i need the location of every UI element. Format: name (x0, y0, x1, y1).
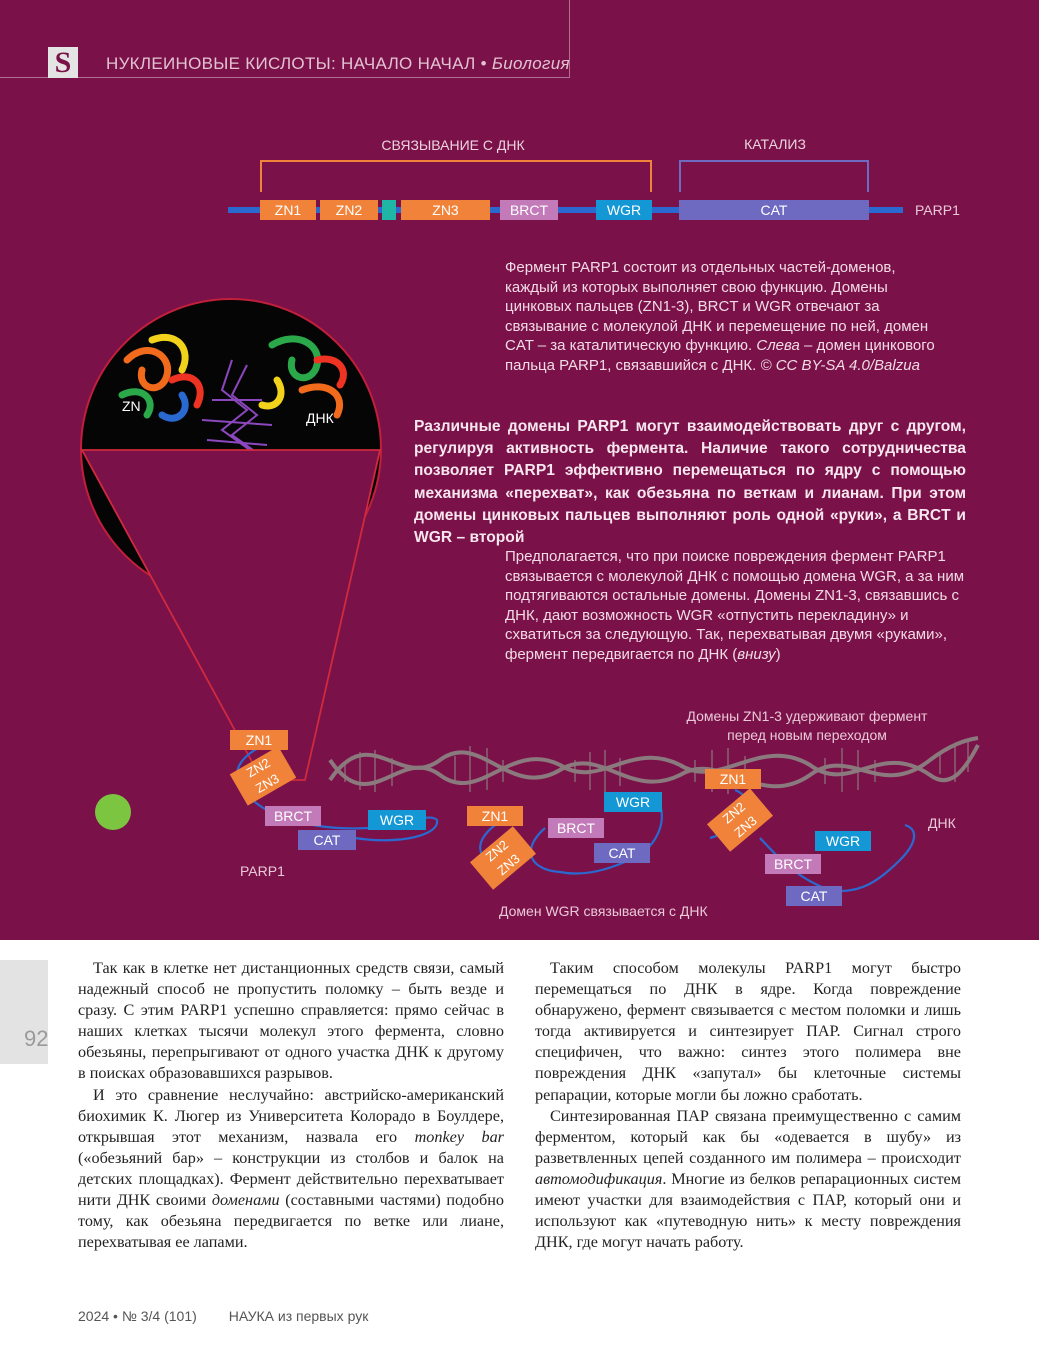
footer-issue: 2024 • № 3/4 (101) (78, 1308, 197, 1324)
caption-top-text2: – домен цинкового пальца PARP1, связавшийся с ДНК. (505, 337, 935, 374)
domain-zn1: ZN1 (260, 200, 316, 220)
domain-brct: BRCT (500, 200, 558, 220)
mech-left-zn2: ZN2 (243, 755, 273, 781)
page-footer (78, 1308, 400, 1324)
mech-top-label-line2: перед новым переходом (727, 727, 887, 743)
domain-zn2: ZN2 (320, 200, 378, 220)
catalysis-label: КАТАЛИЗ (744, 136, 806, 152)
column-left-p2 (78, 1085, 504, 1254)
mech-left-cat: CAT (298, 830, 356, 850)
image-credit: © CC BY-SA 4.0/Balzua (760, 356, 920, 374)
mech-parp-label: PARP1 (240, 863, 285, 879)
section-subtitle: Биология (491, 54, 570, 73)
caption-mid-text: Предполагается, что при поиске повреждения фермент PARP1 связывается с молекулой ДНК с помощью домена WGR, а за ним подтягиваются остальные домены. Домены ZN1-3, связавшись с ДНК, дают возможность WGR «отпустить перекладину» и схватиться за следующую. Так, перехватывая двумя «руками», фермент передвигается по ДНК ( (505, 548, 965, 663)
header-separator: • (475, 54, 492, 73)
mech-right-zn2: ZN2 (719, 799, 749, 827)
footer-journal: НАУКА из первых рук (228, 1308, 369, 1324)
pull-quote: Различные домены PARP1 могут взаимодействовать друг с другом, регулируя активность фермента. Наличие такого сотрудничества позволяет PARP1 эффективно перемещаться по ядру с помощью механизма «перехват», как обезьяна по веткам и лианам. При этом домены цинковых пальцев выполняют роль одной «руки», а BRCT и WGR – второй (414, 418, 966, 547)
domain-cat: CAT (679, 200, 869, 220)
mech-right-zn3: ZN3 (731, 812, 760, 841)
mech-mid-zn2: ZN2 (482, 837, 512, 865)
mech-right-brct: BRCT (765, 854, 821, 874)
column-left (78, 958, 504, 1253)
mech-mid-wgr: WGR (604, 792, 662, 812)
protein-label: PARP1 (915, 202, 960, 218)
dna-helix (330, 738, 978, 786)
domain-zn3: ZN3 (401, 200, 490, 220)
column-left-p2-italic1: monkey bar (414, 1127, 504, 1146)
caption-top-text: Фермент PARP1 состоит из отдельных частей-доменов, каждый из которых выполняет свою функцию. Домены цинковых пальцев (ZN1-3), BRCT и WGR отвечают за связывание с молекулой ДНК и перемещение по ней, домен CAT – за каталитическую функцию. (505, 259, 929, 354)
mech-left-brct: BRCT (265, 806, 321, 826)
column-left-p2-b: («обезьяний бар» – конструкции из столбов и балок на детских площадках). Фермент действительно перехватывает нити ДНК своими (78, 1148, 504, 1210)
mech-top-label (662, 707, 952, 745)
section-title: НУКЛЕИНОВЫЕ КИСЛОТЫ: НАЧАЛО НАЧАЛ (106, 54, 476, 73)
domain-wgr: WGR (596, 200, 652, 220)
column-left-p2-italic2: доменами (211, 1191, 280, 1210)
mech-right-zn1: ZN1 (705, 769, 761, 789)
caption-top-italic: Слева (756, 337, 800, 354)
dna-rungs (345, 742, 968, 794)
mech-top-label-line1: Домены ZN1-3 удерживают фермент (686, 708, 928, 724)
journal-logo: S (48, 47, 78, 78)
column-right (535, 958, 961, 1253)
column-right-p2-a: Синтезированная ПАР связана преимущественно с самим ферментом, который как бы «одевается в шубу» из разветвленных цепей созданного им полимера – происходит (535, 1106, 961, 1167)
mech-left-zn3: ZN3 (252, 770, 282, 796)
mech-bottom-label: Домен WGR связывается с ДНК (499, 903, 708, 919)
mech-left-wgr: WGR (368, 810, 426, 830)
binding-label: СВЯЗЫВАНИЕ С ДНК (381, 137, 525, 153)
column-left-p1: Так как в клетке нет дистанционных средств связи, самый надежный способ не пропустить поломку – быть везде и сразу. С этим PARP1 успешно справляется: прямо сейчас в наших клетках тысячи молекул этого фермента, словно обезьяны, перепрыгивают от одного участка ДНК к другому в поисках образовавшихся разрывов. (78, 959, 504, 1083)
mech-right-wgr: WGR (815, 831, 871, 851)
mech-mid-zn3: ZN3 (494, 850, 523, 879)
mech-mid-zn1: ZN1 (467, 806, 523, 826)
column-left-p2-a: И это сравнение неслучайно: австрийско-американский биохимик К. Люгер из Университета Колорадо в Боулдере, открывшая этот механизм, назвала его (78, 1085, 504, 1146)
mech-mid-brct: BRCT (548, 818, 604, 838)
column-right-p2-italic: автомодификация (535, 1169, 663, 1188)
caption-mid-text2: ) (775, 645, 781, 663)
structure-zn-label: ZN (122, 398, 141, 414)
structure-dna-label: ДНК (306, 410, 334, 426)
green-dot (95, 794, 131, 830)
caption-mid-italic: внизу (737, 645, 776, 663)
mech-mid-cat: CAT (594, 843, 650, 863)
mech-dna-label: ДНК (928, 815, 956, 831)
column-right-p1: Таким способом молекулы PARP1 могут быстро перемещаться по ДНК в ядре. Когда повреждение обнаружено, фермент связывается с местом поломки и лишь тогда активируется и синтезирует ПАР. Сигнал строго специфичен, что важно: синтез этого полимера вне повреждения ДНК «запутал» бы клеточные системы репарации, которые могли бы ложно сработать. (535, 959, 961, 1104)
column-left-p2-c: (составными частями) подобно тому, как обезьяна передвигается по ветке или лиане, перехватывая ее лапами. (78, 1191, 504, 1252)
column-right-p2 (535, 1106, 961, 1254)
column-right-p2-b: . Многие из белков репарационных систем имеют участки для взаимодействия с ПАР, который они и используют как «путеводную нить» к месту повреждения ДНК, где могут начать работу. (535, 1169, 961, 1252)
mech-right-cat: CAT (786, 886, 842, 906)
page-number: 92 (24, 1026, 49, 1051)
mech-left-zn1: ZN1 (230, 730, 288, 750)
